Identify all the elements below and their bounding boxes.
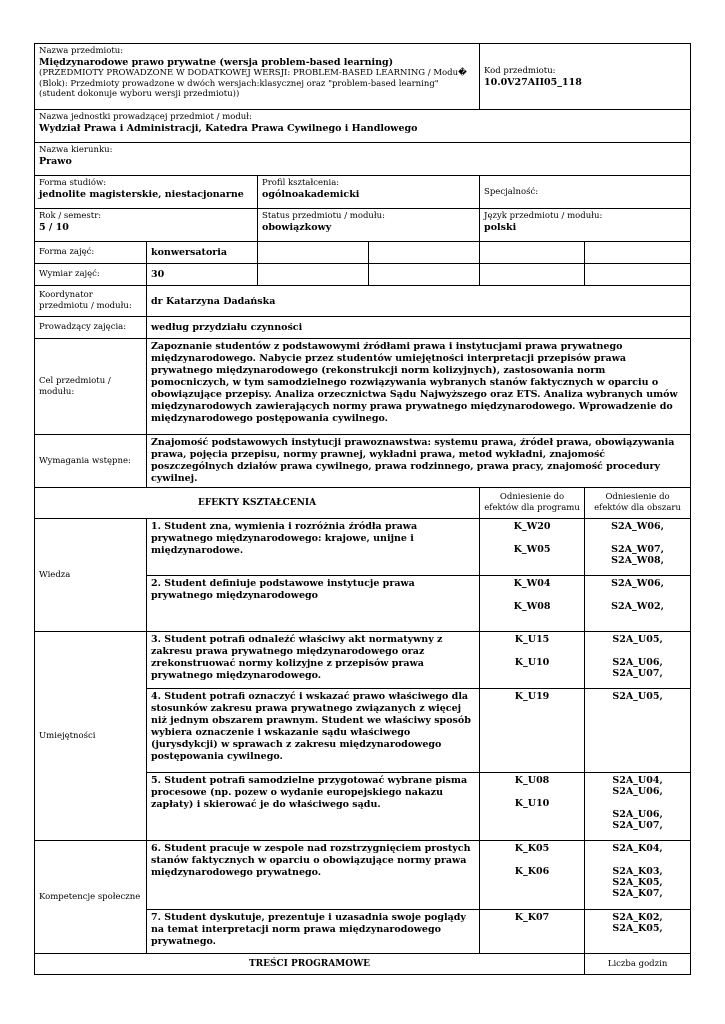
area-code: S2A_U07, <box>612 820 663 831</box>
outcome-6-area <box>585 841 691 910</box>
course-code-cell <box>480 44 691 110</box>
course-name-note: (PRZEDMIOTY PROWADZONE W DODATKOWEJ WERSJI: PROBLEM-BASED LEARNING / Modu� (Blok): Przedmioty prowadzone w dwóch wersjach:klasycznej oraz "problem-based learning" (student dokonuje wyboru wersji przedmiotu)) <box>39 68 467 99</box>
area-code: S2A_W06, <box>611 578 664 589</box>
year-cell <box>35 209 258 242</box>
outcome-5-area <box>585 773 691 841</box>
group-skills: Umiejętności <box>35 632 147 841</box>
language-label: Język przedmiotu / modułu: <box>484 211 603 221</box>
program-code: K_K05 <box>514 843 550 854</box>
outcome-3: 3. Student potrafi odnaleźć właściwy akt normatywny z zakresu prawa prywatnego międzynarodowego oraz zrekonstruować normy kolizyjne z przepisów prawa prywatnego międzynarodowego. <box>147 632 480 689</box>
requirements-value: Znajomość podstawowych instytucji prawoznawstwa: systemu prawa, źródeł prawa, obowiązywania prawa, pojęcia przepisu, normy prawnej, wykładni prawa, metod wykładni, znajomość poszczególnych działów prawa cywilnego, prawa rodzinnego, prawa pracy, znajomość procedury cywilnej. <box>147 435 691 488</box>
status-cell <box>258 209 480 242</box>
class-form-value: konwersatoria <box>147 242 258 264</box>
course-name-label: Nazwa przedmiotu: <box>39 46 124 56</box>
group-knowledge: Wiedza <box>35 519 147 632</box>
specialty-cell <box>480 176 691 209</box>
empty-cell <box>585 242 691 264</box>
study-form-cell <box>35 176 258 209</box>
area-code: S2A_U07, <box>612 668 663 679</box>
area-code: S2A_K05, <box>612 923 663 934</box>
empty-cell <box>258 264 369 286</box>
syllabus-table <box>34 43 691 975</box>
area-code: S2A_K02, <box>612 912 663 923</box>
area-code: S2A_W02, <box>611 601 664 612</box>
outcome-4-program <box>480 689 585 773</box>
status-value: obowiązkowy <box>262 222 332 233</box>
profile-label: Profil kształcenia: <box>262 178 340 188</box>
hours-value: 30 <box>147 264 258 286</box>
program-code: K_W04 <box>513 578 551 589</box>
course-name: Międzynarodowe prawo prywatne (wersja problem-based learning) <box>39 57 394 68</box>
program-code: K_W08 <box>513 601 551 612</box>
outcome-7-program <box>480 910 585 954</box>
area-code: S2A_W06, <box>611 521 664 532</box>
year-value: 5 / 10 <box>39 222 69 233</box>
area-code: S2A_K05, <box>612 877 663 888</box>
study-form-label: Forma studiów: <box>39 178 107 188</box>
profile-cell <box>258 176 480 209</box>
outcome-6-program <box>480 841 585 910</box>
area-code: S2A_K03, <box>612 866 663 877</box>
requirements-label: Wymagania wstępne: <box>35 435 147 488</box>
profile-value: ogólnoakademicki <box>262 189 360 200</box>
effects-col-program: Odniesienie do efektów dla programu <box>480 488 585 519</box>
program-code: K_U08 <box>514 775 550 786</box>
class-form-label: Forma zajęć: <box>35 242 147 264</box>
language-value: polski <box>484 222 517 233</box>
year-label: Rok / semestr: <box>39 211 102 221</box>
outcome-2: 2. Student definiuje podstawowe instytucje prawa prywatnego międzynarodowego <box>147 576 480 632</box>
coordinator-label: Koordynator przedmiotu / modułu: <box>35 286 147 317</box>
teachers-label: Prowadzący zajęcia: <box>35 317 147 339</box>
outcome-1-area <box>585 519 691 576</box>
outcome-5: 5. Student potrafi samodzielne przygotować wybrane pisma procesowe (np. pozew o wydanie europejskiego nakazu zapłaty) i skierować je do właściwego sądu. <box>147 773 480 841</box>
program-code: K_U15 <box>514 634 550 645</box>
program-code: K_W20 <box>513 521 551 532</box>
outcome-2-area <box>585 576 691 632</box>
outcome-3-program <box>480 632 585 689</box>
outcome-7-area <box>585 910 691 954</box>
effects-col-area: Odniesienie do efektów dla obszaru <box>585 488 691 519</box>
unit-label: Nazwa jednostki prowadzącej przedmiot / moduł: <box>39 112 252 122</box>
status-label: Status przedmiotu / modułu: <box>262 211 385 221</box>
area-code: S2A_U05, <box>612 691 663 702</box>
program-code: K_U10 <box>514 798 550 809</box>
program-code: K_W05 <box>513 544 551 555</box>
specialty-label: Specjalność: <box>484 186 539 197</box>
direction-label: Nazwa kierunku: <box>39 145 113 155</box>
area-code: S2A_U04, <box>612 775 663 786</box>
contents-header: TREŚCI PROGRAMOWE <box>35 954 585 975</box>
coordinator-value: dr Katarzyna Dadańska <box>147 286 691 317</box>
direction-cell <box>35 143 691 176</box>
group-social: Kompetencje społeczne <box>35 841 147 954</box>
area-code: S2A_K04, <box>612 843 663 854</box>
outcome-5-program <box>480 773 585 841</box>
unit-cell <box>35 110 691 143</box>
direction-value: Prawo <box>39 156 72 167</box>
empty-cell <box>369 242 480 264</box>
effects-header: EFEKTY KSZTAŁCENIA <box>35 488 480 519</box>
area-code: S2A_K07, <box>612 888 663 899</box>
empty-cell <box>480 242 585 264</box>
unit-value: Wydział Prawa i Administracji, Katedra Prawa Cywilnego i Handlowego <box>39 123 418 134</box>
teachers-value: według przydziału czynności <box>147 317 691 339</box>
goal-value: Zapoznanie studentów z podstawowymi źródłami prawa i instytucjami prawa prywatnego międzynarodowego. Nabycie przez studentów umiejętności interpretacji przepisów prawa prywatnego międzynarodowego (rekonstrukcji norm kolizyjnych), zastosowania norm pomocniczych, w tym samodzielnego rozwiązywania wybranych stanów faktycznych w oparciu o obowiązujące przepisy. Analiza orzecznictwa Sądu Najwyższego oraz ETS. Analiza wybranych umów międzynarodowych zawierających normy prawa prywatnego międzynarodowego. Wprowadzenie do międzynarodowego postępowania cywilnego. <box>147 339 691 435</box>
hours-label: Wymiar zajęć: <box>35 264 147 286</box>
language-cell <box>480 209 691 242</box>
outcome-4-area <box>585 689 691 773</box>
area-code: S2A_U06, <box>612 809 663 820</box>
area-code: S2A_W07, <box>611 544 664 555</box>
contents-hours-label: Liczba godzin <box>585 954 691 975</box>
outcome-3-area <box>585 632 691 689</box>
outcome-2-program <box>480 576 585 632</box>
outcome-4: 4. Student potrafi oznaczyć i wskazać prawo właściwego dla stosunków zakresu prawa prywatnego związanych z więcej niż jednym obszarem prawnym. Student we właściwy sposób wybiera oznaczenie i wskazanie sądu właściwego (jurysdykcji) w sprawach z zakresu międzynarodowego postępowania cywilnego. <box>147 689 480 773</box>
course-code: 10.0V27AII05_118 <box>484 76 582 88</box>
area-code: S2A_U05, <box>612 634 663 645</box>
area-code: S2A_W08, <box>611 555 664 566</box>
empty-cell <box>585 264 691 286</box>
outcome-1: 1. Student zna, wymienia i rozróżnia źródła prawa prywatnego międzynarodowego: krajowe, unijne i międzynarodowe. <box>147 519 480 576</box>
empty-cell <box>369 264 480 286</box>
outcome-1-program <box>480 519 585 576</box>
outcome-7: 7. Student dyskutuje, prezentuje i uzasadnia swoje poglądy na temat interpretacji norm prawa międzynarodowego prywatnego. <box>147 910 480 954</box>
course-name-cell <box>35 44 480 110</box>
program-code: K_U10 <box>514 657 550 668</box>
program-code: K_K06 <box>514 866 550 877</box>
program-code: K_U19 <box>514 691 550 702</box>
area-code: S2A_U06, <box>612 657 663 668</box>
empty-cell <box>258 242 369 264</box>
area-code: S2A_U06, <box>612 786 663 797</box>
outcome-6: 6. Student pracuje w zespole nad rozstrzygnięciem prostych stanów faktycznych w oparciu o obowiązujące normy prawa międzynarodowego prywatnego. <box>147 841 480 910</box>
empty-cell <box>480 264 585 286</box>
program-code: K_K07 <box>514 912 550 923</box>
goal-label: Cel przedmiotu / modułu: <box>35 339 147 435</box>
study-form-value: jednolite magisterskie, niestacjonarne <box>39 189 244 200</box>
course-code-label: Kod przedmiotu: <box>484 65 556 76</box>
